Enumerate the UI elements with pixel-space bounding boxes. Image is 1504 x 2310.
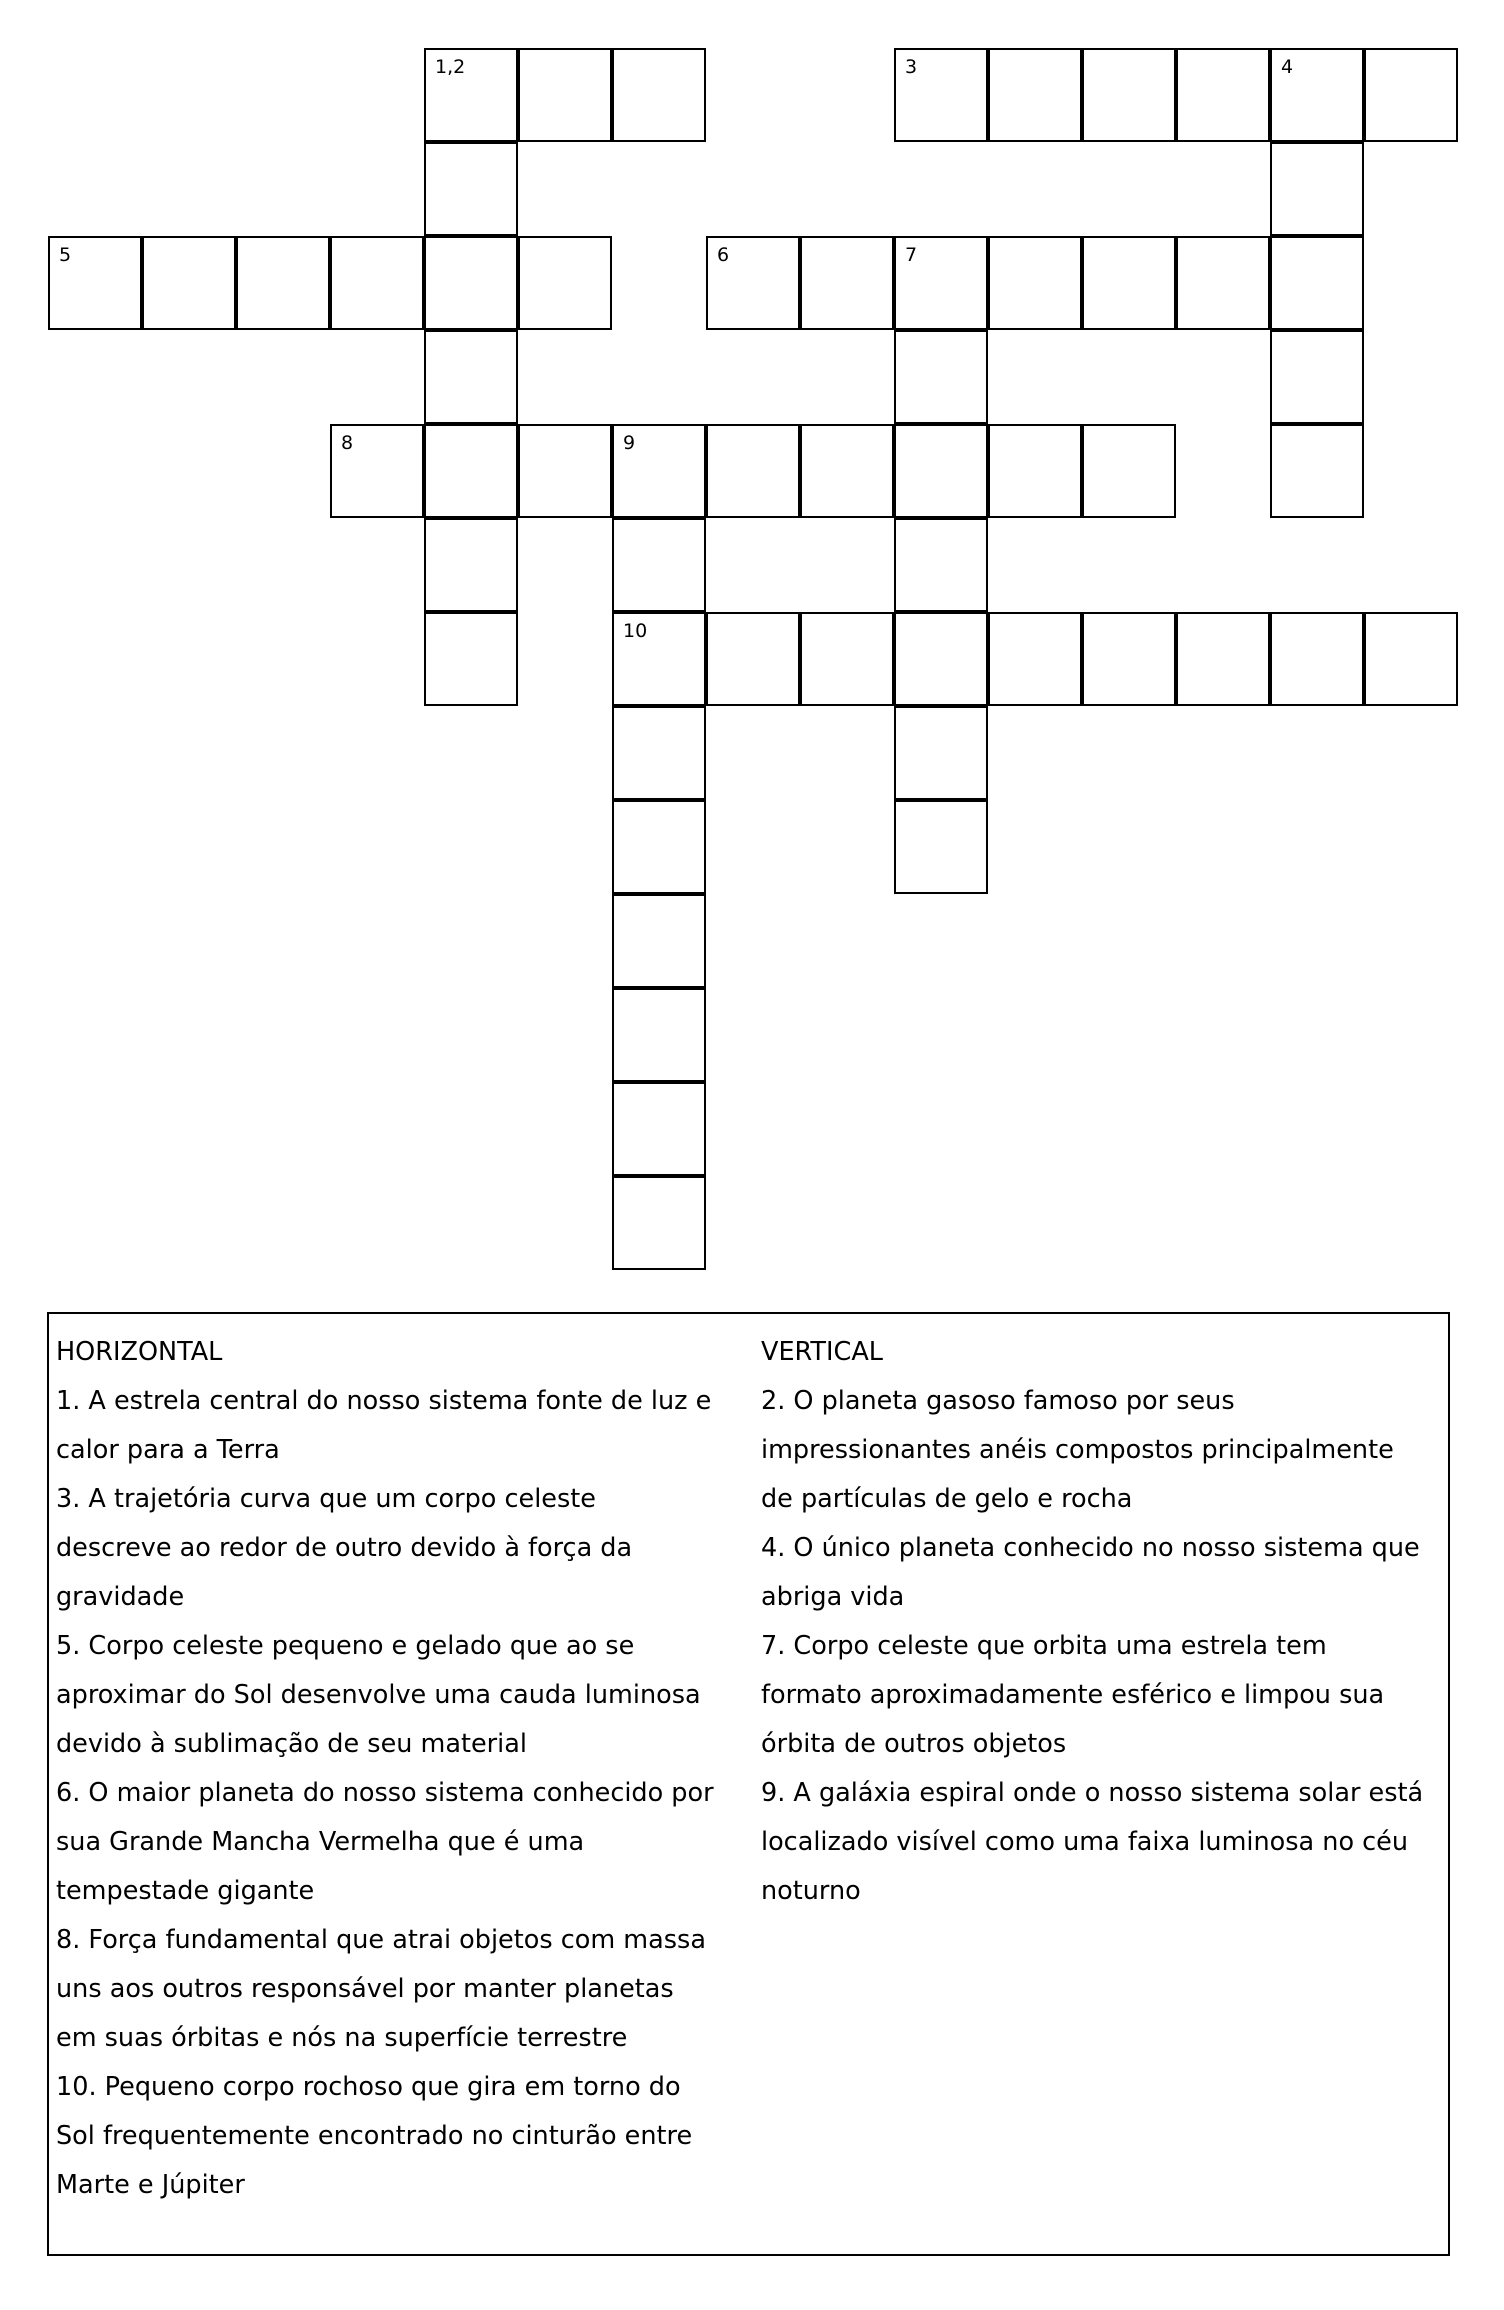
clue-number: 3	[905, 56, 918, 78]
clue-number: 6	[717, 244, 730, 266]
grid-cell[interactable]	[706, 236, 800, 330]
grid-cell[interactable]	[518, 236, 612, 330]
horizontal-clue-line: em suas órbitas e nós na superfície terrestre	[56, 2023, 628, 2053]
grid-cell[interactable]	[706, 612, 800, 706]
horizontal-clue-line: 8. Força fundamental que atrai objetos com massa	[56, 1925, 706, 1955]
horizontal-clue-line: Sol frequentemente encontrado no cinturão entre	[56, 2121, 693, 2151]
horizontal-clue-line: devido à sublimação de seu material	[56, 1729, 527, 1759]
grid-cell[interactable]	[612, 518, 706, 612]
clue-number: 9	[623, 432, 636, 454]
grid-cell[interactable]	[1364, 612, 1458, 706]
vertical-clue-line: localizado visível como uma faixa luminosa no céu	[761, 1827, 1409, 1857]
grid-cell[interactable]	[1270, 142, 1364, 236]
vertical-clue-line: 2. O planeta gasoso famoso por seus	[761, 1386, 1235, 1416]
grid-cell[interactable]	[894, 424, 988, 518]
vertical-clue-line: 9. A galáxia espiral onde o nosso sistema solar está	[761, 1778, 1424, 1808]
grid-cell[interactable]	[48, 236, 142, 330]
grid-cell[interactable]	[424, 330, 518, 424]
grid-cell[interactable]	[1176, 48, 1270, 142]
clue-number: 10	[623, 620, 648, 642]
grid-cell[interactable]	[1082, 612, 1176, 706]
vertical-clues	[761, 1328, 1446, 1916]
grid-cell[interactable]	[236, 236, 330, 330]
grid-cell[interactable]	[518, 48, 612, 142]
clue-number: 5	[59, 244, 72, 266]
horizontal-clue-line: 10. Pequeno corpo rochoso que gira em torno do	[56, 2072, 681, 2102]
grid-cell[interactable]	[1082, 236, 1176, 330]
horizontal-clue-line: tempestade gigante	[56, 1876, 315, 1906]
vertical-clue-line: 7. Corpo celeste que orbita uma estrela tem	[761, 1631, 1327, 1661]
grid-cell[interactable]	[1270, 424, 1364, 518]
horizontal-clue-line: gravidade	[56, 1582, 185, 1612]
grid-cell[interactable]	[894, 518, 988, 612]
grid-cell[interactable]	[1270, 236, 1364, 330]
grid-cell[interactable]	[894, 48, 988, 142]
vertical-clue-line: órbita de outros objetos	[761, 1729, 1067, 1759]
grid-cell[interactable]	[1364, 48, 1458, 142]
grid-cell[interactable]	[1270, 612, 1364, 706]
horizontal-clue-line: aproximar do Sol desenvolve uma cauda luminosa	[56, 1680, 701, 1710]
grid-cell[interactable]	[894, 612, 988, 706]
grid-cell[interactable]	[330, 236, 424, 330]
grid-cell[interactable]	[612, 988, 706, 1082]
grid-cell[interactable]	[424, 518, 518, 612]
horizontal-clue-line: calor para a Terra	[56, 1435, 280, 1465]
clue-number: 8	[341, 432, 354, 454]
grid-cell[interactable]	[1270, 330, 1364, 424]
clue-number: 4	[1281, 56, 1294, 78]
grid-cell[interactable]	[518, 424, 612, 518]
grid-cell[interactable]	[612, 894, 706, 988]
horizontal-clue-line: 6. O maior planeta do nosso sistema conhecido por	[56, 1778, 714, 1808]
grid-cell[interactable]	[612, 48, 706, 142]
vertical-clue-line: de partículas de gelo e rocha	[761, 1484, 1133, 1514]
grid-cell[interactable]	[988, 236, 1082, 330]
grid-cell[interactable]	[706, 424, 800, 518]
grid-cell[interactable]	[894, 800, 988, 894]
grid-cell[interactable]	[424, 236, 518, 330]
grid-cell[interactable]	[612, 424, 706, 518]
horizontal-title: HORIZONTAL	[56, 1337, 223, 1367]
clue-number: 7	[905, 244, 918, 266]
horizontal-clue-line: 5. Corpo celeste pequeno e gelado que ao se	[56, 1631, 635, 1661]
grid-cell[interactable]	[894, 330, 988, 424]
vertical-clue-line: abriga vida	[761, 1582, 905, 1612]
grid-cell[interactable]	[988, 424, 1082, 518]
grid-cell[interactable]	[612, 1176, 706, 1270]
grid-cell[interactable]	[1176, 236, 1270, 330]
grid-cell[interactable]	[612, 612, 706, 706]
grid-cell[interactable]	[612, 1082, 706, 1176]
grid-cell[interactable]	[1082, 48, 1176, 142]
grid-cell[interactable]	[612, 706, 706, 800]
grid-cell[interactable]	[1176, 612, 1270, 706]
vertical-clue-line: noturno	[761, 1876, 861, 1906]
grid-cell[interactable]	[800, 236, 894, 330]
grid-cell[interactable]	[424, 612, 518, 706]
clue-number: 1,2	[435, 56, 466, 78]
vertical-title: VERTICAL	[761, 1337, 883, 1367]
grid-cell[interactable]	[894, 236, 988, 330]
horizontal-clue-line: 3. A trajetória curva que um corpo celeste	[56, 1484, 596, 1514]
vertical-clue-line: formato aproximadamente esférico e limpou sua	[761, 1680, 1385, 1710]
grid-cell[interactable]	[330, 424, 424, 518]
horizontal-clue-line: descreve ao redor de outro devido à força da	[56, 1533, 633, 1563]
grid-cell[interactable]	[894, 706, 988, 800]
grid-cell[interactable]	[424, 142, 518, 236]
horizontal-clue-line: sua Grande Mancha Vermelha que é uma	[56, 1827, 585, 1857]
horizontal-clues	[56, 1328, 756, 2210]
grid-cell[interactable]	[424, 48, 518, 142]
grid-cell[interactable]	[424, 424, 518, 518]
grid-cell[interactable]	[800, 424, 894, 518]
grid-cell[interactable]	[142, 236, 236, 330]
grid-cell[interactable]	[612, 800, 706, 894]
grid-cell[interactable]	[988, 48, 1082, 142]
grid-cell[interactable]	[800, 612, 894, 706]
clues-box	[47, 1312, 1450, 2256]
grid-cell[interactable]	[1082, 424, 1176, 518]
horizontal-clue-line: Marte e Júpiter	[56, 2170, 245, 2200]
vertical-clue-line: impressionantes anéis compostos principalmente	[761, 1435, 1394, 1465]
grid-cell[interactable]	[1270, 48, 1364, 142]
horizontal-clue-line: 1. A estrela central do nosso sistema fonte de luz e	[56, 1386, 712, 1416]
vertical-clue-line: 4. O único planeta conhecido no nosso sistema que	[761, 1533, 1420, 1563]
grid-cell[interactable]	[988, 612, 1082, 706]
horizontal-clue-line: uns aos outros responsável por manter planetas	[56, 1974, 674, 2004]
